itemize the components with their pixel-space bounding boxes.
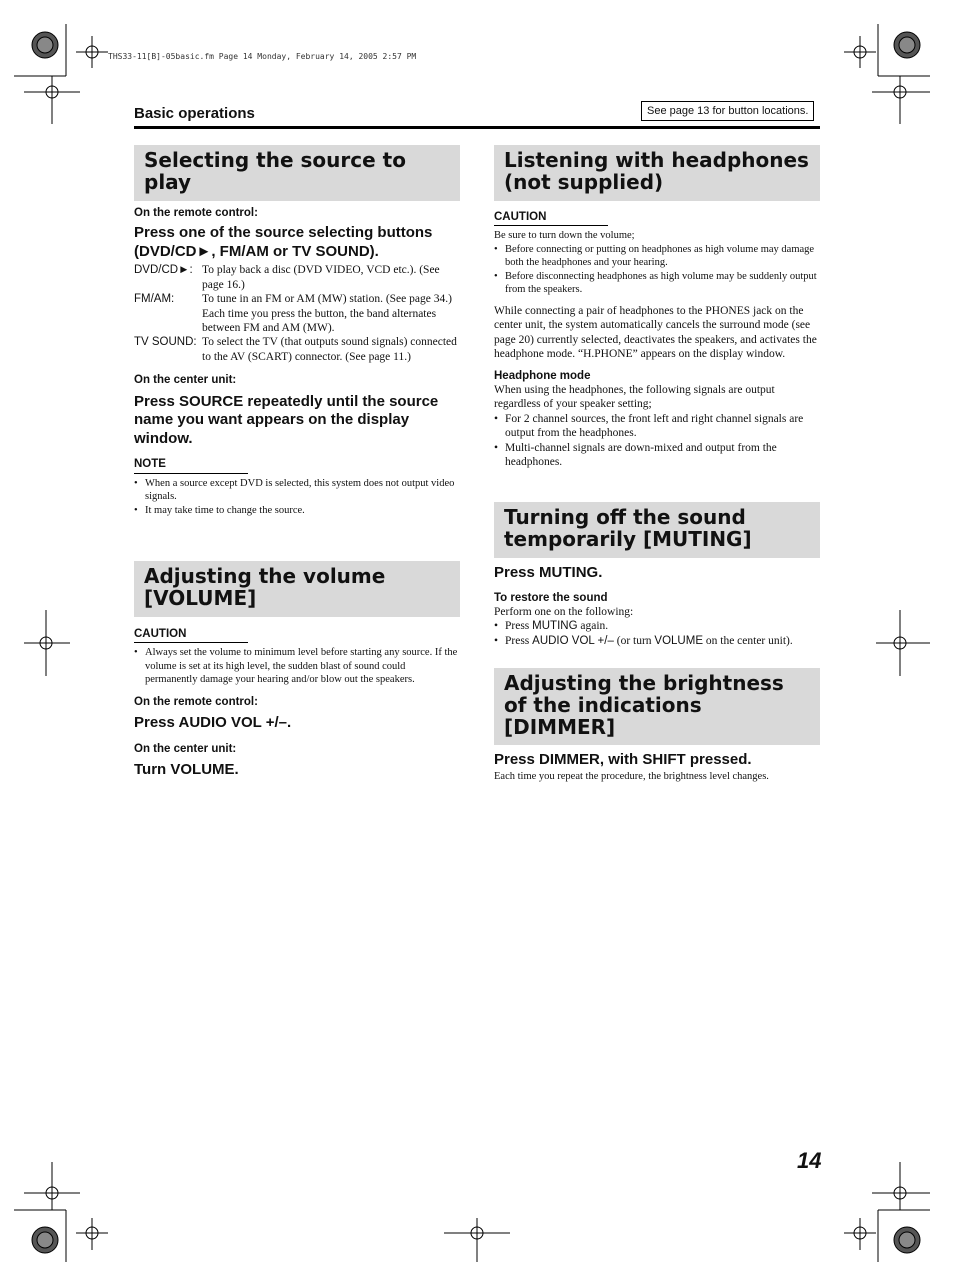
restore-label: To restore the sound xyxy=(494,591,608,604)
text: on the center unit). xyxy=(703,634,793,647)
file-header: THS33-11[B]-05basic.fm Page 14 Monday, February 14, 2005 2:57 PM xyxy=(108,52,417,61)
section-title-volume: Adjusting the volume [VOLUME] xyxy=(134,561,460,617)
volume-section-body xyxy=(134,627,460,780)
remote-label: On the remote control: xyxy=(134,207,258,219)
list-item: • Before connecting or putting on headphones as high volume may damage both the headphones and your hearing. xyxy=(494,243,820,270)
key-audio-vol: AUDIO VOL +/– xyxy=(532,634,614,647)
dimmer-text: Each time you repeat the procedure, the brightness level changes. xyxy=(494,770,769,782)
list-item: • When a source except DVD is selected, this system does not output video signals. xyxy=(134,477,460,504)
center-label: On the center unit: xyxy=(134,374,237,387)
list-item: • For 2 channel sources, the front left and right channel signals are output from the headphones. xyxy=(494,412,820,441)
text: Press xyxy=(505,620,533,633)
definition-desc: To tune in an FM or AM (MW) station. (See page 34.) Each time you press the button, the band alternates between FM and AM (MW). xyxy=(202,293,452,335)
headphones-section-body xyxy=(494,210,820,469)
instruction-source-buttons: Press one of the source selecting buttons (DVD/CD►, FM/AM or TV SOUND). xyxy=(134,224,433,260)
text: Press xyxy=(505,634,533,647)
key-muting: MUTING xyxy=(532,620,578,633)
center-label: On the center unit: xyxy=(134,742,237,755)
definition-row xyxy=(134,263,460,292)
list-item: • Before disconnecting headphones as high volume may be suddenly output from the speakers. xyxy=(494,270,820,297)
list-item xyxy=(494,619,820,633)
caution-intro: Be sure to turn down the volume; xyxy=(494,230,635,242)
instruction-dimmer: Press DIMMER, with SHIFT pressed. xyxy=(494,751,752,768)
page-number: 14 xyxy=(797,1148,822,1173)
caution-list xyxy=(134,646,460,687)
instruction-audio-vol: Press AUDIO VOL +/–. xyxy=(134,714,292,732)
headphone-mode-list xyxy=(494,412,820,470)
headphone-mode-label: Headphone mode xyxy=(494,369,591,382)
header-rule xyxy=(134,126,820,129)
key-volume: VOLUME xyxy=(654,634,703,647)
text: again. xyxy=(577,620,609,633)
instruction-source-repeat: Press SOURCE repeatedly until the source name you want appears on the display window. xyxy=(134,392,439,447)
restore-intro: Perform one on the following: xyxy=(494,605,634,618)
dimmer-section-body xyxy=(494,751,820,783)
caution-list xyxy=(494,243,820,297)
definition-row xyxy=(134,292,460,335)
list-item: • It may take time to change the source. xyxy=(134,504,460,518)
instruction-muting: Press MUTING. xyxy=(494,564,603,581)
instruction-turn-volume: Turn VOLUME. xyxy=(134,761,239,779)
section-title-dimmer: Adjusting the brightness of the indications [DIMMER] xyxy=(494,668,820,745)
muting-section-body xyxy=(494,564,820,648)
section-label: Basic operations xyxy=(134,105,255,122)
definition-term: FM/AM: xyxy=(134,293,175,306)
definition-term: TV SOUND: xyxy=(134,336,197,349)
definition-term: DVD/CD►: xyxy=(134,264,193,277)
headphones-paragraph: While connecting a pair of headphones to the PHONES jack on the center unit, the system automatically cancels the surround mode (see page 20) currently selected, deactivates the speakers, and activates the headphone mode. “H.PHONE” appears on the display window. xyxy=(494,304,817,361)
note-label: NOTE xyxy=(134,457,248,473)
list-item: • Multi-channel signals are down-mixed and output from the headphones. xyxy=(494,441,820,470)
source-section-body xyxy=(134,206,460,517)
caution-label: CAUTION xyxy=(134,627,248,643)
definition-row xyxy=(134,335,460,364)
note-list xyxy=(134,477,460,518)
see-page-note: See page 13 for button locations. xyxy=(641,101,814,121)
headphone-mode-intro: When using the headphones, the following signals are output regardless of your speaker setting; xyxy=(494,383,775,411)
caution-label: CAUTION xyxy=(494,210,608,226)
remote-label: On the remote control: xyxy=(134,695,258,708)
section-title-headphones: Listening with headphones (not supplied) xyxy=(494,145,820,201)
definition-desc: To play back a disc (DVD VIDEO, VCD etc.). (See page 16.) xyxy=(202,264,440,291)
source-definitions xyxy=(134,263,460,364)
list-item xyxy=(494,634,820,648)
definition-desc: To select the TV (that outputs sound signals) connected to the AV (SCART) connector. (See page 11.) xyxy=(202,336,457,363)
list-item: • Always set the volume to minimum level before starting any source. If the volume is set at its high level, the sudden blast of sound could permanently damage your hearing and/or blow out the speakers. xyxy=(134,646,460,687)
restore-list xyxy=(494,619,820,648)
text: (or turn xyxy=(613,634,655,647)
section-title-muting: Turning off the sound temporarily [MUTING] xyxy=(494,502,820,558)
section-title-source: Selecting the source to play xyxy=(134,145,460,201)
